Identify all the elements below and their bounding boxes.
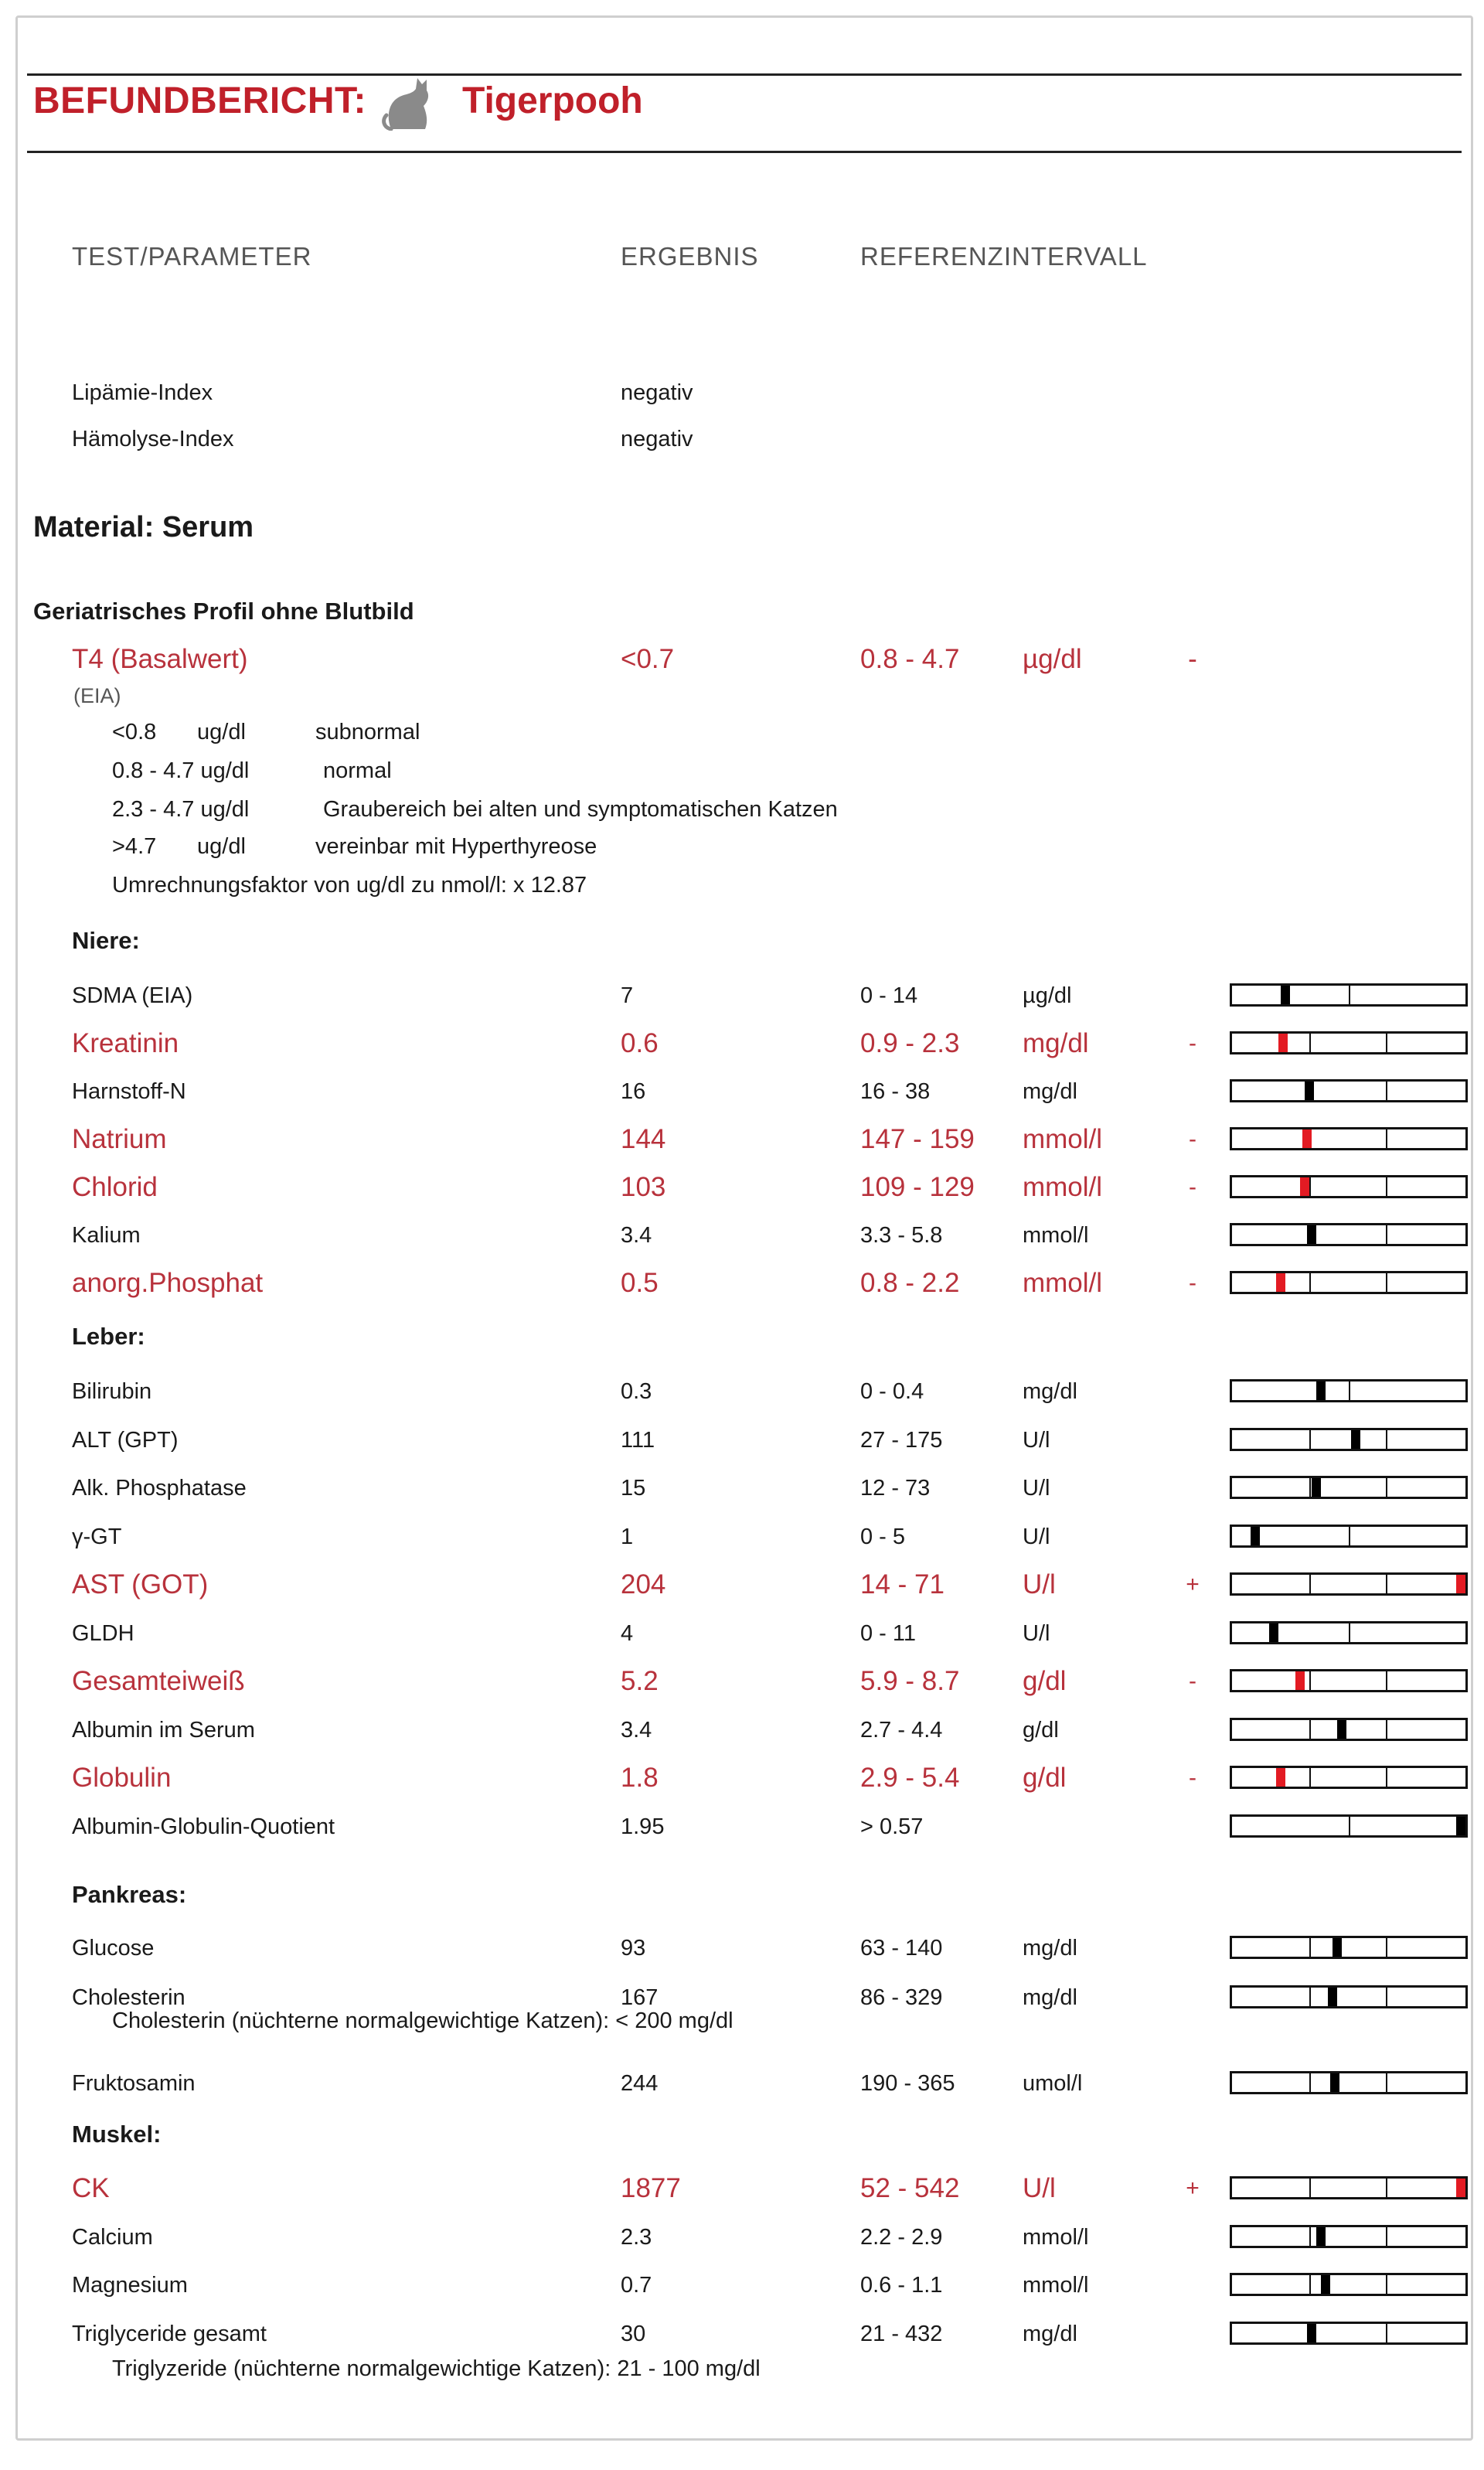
test-unit: mmol/l xyxy=(1023,1124,1103,1154)
test-name: AST (GOT) xyxy=(72,1569,209,1600)
test-result: 111 xyxy=(621,1427,655,1453)
test-result: 0.6 xyxy=(621,1028,659,1058)
section-heading-niere: Niere: xyxy=(72,927,140,954)
reference-range-bar xyxy=(1230,2273,1468,2296)
result-marker xyxy=(1337,1720,1346,1739)
range-boundary-tick xyxy=(1386,2275,1387,2294)
result-marker xyxy=(1456,2179,1465,2197)
test-reference: 0.8 - 2.2 xyxy=(860,1268,960,1298)
test-result: 1877 xyxy=(621,2173,681,2203)
t4-note-value: 2.3 - 4.7 ug/dl xyxy=(112,797,250,822)
range-boundary-tick xyxy=(1386,2073,1387,2092)
test-unit: g/dl xyxy=(1023,1717,1059,1743)
range-boundary-tick xyxy=(1309,1720,1311,1739)
range-boundary-tick xyxy=(1386,1720,1387,1739)
test-name: ALT (GPT) xyxy=(72,1427,179,1453)
test-result: 244 xyxy=(621,2071,659,2096)
column-header-reference: REFERENZINTERVALL xyxy=(860,242,1148,271)
range-boundary-tick xyxy=(1386,1988,1387,2006)
test-result: <0.7 xyxy=(621,644,675,674)
range-boundary-tick xyxy=(1386,1129,1387,1148)
test-name: Natrium xyxy=(72,1124,167,1154)
test-flag: - xyxy=(1189,1174,1196,1200)
range-boundary-tick xyxy=(1309,2179,1311,2197)
test-row xyxy=(18,973,1471,1019)
test-row xyxy=(18,2060,1471,2107)
test-unit: U/l xyxy=(1023,1476,1050,1501)
test-name: GLDH xyxy=(72,1620,134,1646)
result-marker xyxy=(1307,1225,1316,1244)
test-flag xyxy=(1181,1925,1204,1971)
range-boundary-tick xyxy=(1309,1938,1311,1957)
t4-note-text: Graubereich bei alten und symptomatischen Katzen xyxy=(323,797,838,822)
test-name: Albumin im Serum xyxy=(72,1717,255,1743)
result-marker xyxy=(1295,1671,1305,1690)
column-header-test: TEST/PARAMETER xyxy=(72,242,312,271)
test-unit: g/dl xyxy=(1023,1666,1067,1696)
test-unit: mg/dl xyxy=(1023,1936,1077,1961)
range-boundary-tick xyxy=(1386,1034,1387,1052)
result-marker xyxy=(1333,1938,1342,1957)
t4-conversion-note: Umrechnungsfaktor von ug/dl zu nmol/l: x 12.87 xyxy=(112,873,587,898)
test-flag: - xyxy=(1189,1765,1196,1790)
test-result: 5.2 xyxy=(621,1666,659,1696)
range-boundary-tick xyxy=(1309,2073,1311,2092)
test-result: negativ xyxy=(621,380,693,405)
test-name: Globulin xyxy=(72,1763,172,1793)
result-marker xyxy=(1456,1817,1465,1835)
range-boundary-tick xyxy=(1386,1273,1387,1292)
t4-note-text: normal xyxy=(323,758,392,783)
test-name: Glucose xyxy=(72,1936,155,1961)
result-marker xyxy=(1302,1129,1312,1148)
test-reference: 0 - 5 xyxy=(860,1524,906,1549)
cholesterol-note: Cholesterin (nüchterne normalgewichtige Katzen): < 200 mg/dl xyxy=(112,2008,733,2033)
test-row xyxy=(18,1368,1471,1415)
test-reference: 63 - 140 xyxy=(860,1936,943,1961)
range-boundary-tick xyxy=(1386,1478,1387,1497)
reference-range-bar xyxy=(1230,1525,1468,1548)
test-name: SDMA (EIA) xyxy=(72,983,193,1008)
result-marker xyxy=(1269,1623,1278,1642)
test-flag xyxy=(1181,1974,1204,2021)
column-header-result: ERGEBNIS xyxy=(621,242,759,271)
test-flag xyxy=(1181,1707,1204,1753)
test-reference: 109 - 129 xyxy=(860,1172,975,1202)
test-result: 204 xyxy=(621,1569,666,1600)
test-reference: 0 - 14 xyxy=(860,983,918,1008)
reference-range-bar xyxy=(1230,1079,1468,1102)
test-name: Cholesterin xyxy=(72,1985,186,2010)
test-unit: mg/dl xyxy=(1023,2321,1077,2346)
test-flag xyxy=(1181,2262,1204,2308)
test-result: 103 xyxy=(621,1172,666,1202)
reference-range-bar xyxy=(1230,983,1468,1007)
reference-range-bar xyxy=(1230,1428,1468,1451)
report-header xyxy=(33,66,643,135)
t4-note-unit: ug/dl xyxy=(197,720,246,744)
range-boundary-tick xyxy=(1309,1575,1311,1593)
test-result: 3.4 xyxy=(621,1223,652,1248)
range-boundary-tick xyxy=(1386,1768,1387,1787)
test-reference: 21 - 432 xyxy=(860,2321,943,2346)
test-name: Triglyceride gesamt xyxy=(72,2321,267,2346)
test-reference: 14 - 71 xyxy=(860,1569,945,1600)
test-result: 167 xyxy=(621,1985,659,2010)
test-reference: 2.9 - 5.4 xyxy=(860,1763,960,1793)
test-row xyxy=(18,1707,1471,1753)
result-marker xyxy=(1305,1082,1314,1100)
test-unit: mmol/l xyxy=(1023,2224,1089,2250)
test-result: 1 xyxy=(621,1524,634,1549)
test-result: 93 xyxy=(621,1936,646,1961)
reference-range-bar xyxy=(1230,1985,1468,2008)
test-result: 0.5 xyxy=(621,1268,659,1298)
test-name: Lipämie-Index xyxy=(72,380,213,405)
test-unit: U/l xyxy=(1023,2173,1056,2203)
reference-range-bar xyxy=(1230,1476,1468,1499)
result-marker xyxy=(1316,2227,1326,2246)
test-flag: - xyxy=(1189,1668,1196,1694)
test-unit: µg/dl xyxy=(1023,983,1072,1008)
range-boundary-tick xyxy=(1309,1478,1311,1497)
range-boundary-tick xyxy=(1309,1768,1311,1787)
test-reference: 2.2 - 2.9 xyxy=(860,2224,943,2250)
test-name: T4 (Basalwert) xyxy=(72,644,248,674)
test-row xyxy=(18,1804,1471,1850)
test-reference: 0.8 - 4.7 xyxy=(860,644,960,674)
test-row xyxy=(18,1417,1471,1463)
range-boundary-tick xyxy=(1386,1938,1387,1957)
range-boundary-tick xyxy=(1309,1034,1311,1052)
reference-range-bar xyxy=(1230,1379,1468,1402)
test-reference: 3.3 - 5.8 xyxy=(860,1223,943,1248)
range-boundary-tick xyxy=(1386,1671,1387,1690)
test-name: Magnesium xyxy=(72,2273,188,2298)
cat-icon xyxy=(380,70,445,131)
test-row xyxy=(18,1562,1471,1608)
material-heading: Material: Serum xyxy=(33,511,254,543)
test-unit: U/l xyxy=(1023,1524,1050,1549)
test-unit: mg/dl xyxy=(1023,1079,1077,1104)
test-name: anorg.Phosphat xyxy=(72,1268,264,1298)
test-reference: 0 - 0.4 xyxy=(860,1379,924,1404)
test-name: CK xyxy=(72,2173,110,2203)
reference-range-bar xyxy=(1230,1621,1468,1644)
result-marker xyxy=(1251,1527,1260,1545)
test-row xyxy=(18,1164,1471,1211)
range-boundary-tick xyxy=(1349,1381,1350,1400)
test-name: Albumin-Globulin-Quotient xyxy=(72,1814,335,1839)
test-flag: + xyxy=(1186,2175,1200,2201)
result-marker xyxy=(1316,1381,1326,1400)
test-unit: µg/dl xyxy=(1023,644,1082,674)
test-row xyxy=(18,2214,1471,2260)
test-name: Alk. Phosphatase xyxy=(72,1476,247,1501)
test-reference: 16 - 38 xyxy=(860,1079,931,1104)
reference-range-bar xyxy=(1230,2071,1468,2094)
lipaemia-index-row xyxy=(18,370,1471,416)
reference-range-bar xyxy=(1230,1936,1468,1959)
result-marker xyxy=(1276,1273,1285,1292)
test-result: 1.95 xyxy=(621,1814,665,1839)
test-unit: mmol/l xyxy=(1023,1268,1103,1298)
reference-range-bar xyxy=(1230,1223,1468,1246)
test-reference: 12 - 73 xyxy=(860,1476,931,1501)
test-unit: mmol/l xyxy=(1023,2273,1089,2298)
test-unit: U/l xyxy=(1023,1569,1056,1600)
section-heading-muskel: Muskel: xyxy=(72,2121,162,2148)
reference-range-bar xyxy=(1230,1175,1468,1198)
test-result: 30 xyxy=(621,2321,646,2346)
test-result: 0.3 xyxy=(621,1379,652,1404)
test-name: Gesamteiweiß xyxy=(72,1666,245,1696)
result-marker xyxy=(1276,1768,1285,1787)
test-flag xyxy=(1181,1514,1204,1560)
patient-name: Tigerpooh xyxy=(461,80,643,121)
test-flag xyxy=(1181,973,1204,1019)
reference-range-bar xyxy=(1230,2225,1468,2248)
test-row xyxy=(18,1116,1471,1163)
range-boundary-tick xyxy=(1386,1082,1387,1100)
test-flag: + xyxy=(1186,1572,1200,1597)
range-boundary-tick xyxy=(1309,1671,1311,1690)
test-result: 0.7 xyxy=(621,2273,652,2298)
test-unit: U/l xyxy=(1023,1427,1050,1453)
test-row xyxy=(18,1925,1471,1971)
test-reference: 0 - 11 xyxy=(860,1620,917,1646)
test-result: 2.3 xyxy=(621,2224,652,2250)
result-marker xyxy=(1328,1988,1337,2006)
range-boundary-tick xyxy=(1309,1430,1311,1449)
reference-range-bar xyxy=(1230,1814,1468,1838)
test-name: Chlorid xyxy=(72,1172,158,1202)
range-boundary-tick xyxy=(1386,2227,1387,2246)
test-result: 16 xyxy=(621,1079,646,1104)
test-flag xyxy=(1181,2311,1204,2357)
t4-note-value: >4.7 xyxy=(112,834,157,859)
range-boundary-tick xyxy=(1309,1177,1311,1196)
test-flag xyxy=(1181,1212,1204,1259)
test-row xyxy=(18,1658,1471,1705)
range-boundary-tick xyxy=(1349,1527,1350,1545)
test-result: 1.8 xyxy=(621,1763,659,1793)
test-reference: 2.7 - 4.4 xyxy=(860,1717,943,1743)
test-result: 7 xyxy=(621,983,634,1008)
test-result: 3.4 xyxy=(621,1717,652,1743)
range-boundary-tick xyxy=(1386,1430,1387,1449)
triglyceride-note: Triglyzeride (nüchterne normalgewichtige Katzen): 21 - 100 mg/dl xyxy=(112,2356,761,2381)
test-name: γ-GT xyxy=(72,1524,122,1549)
reference-range-bar xyxy=(1230,1271,1468,1294)
reference-range-bar xyxy=(1230,1127,1468,1150)
test-row xyxy=(18,2262,1471,2308)
test-name: Bilirubin xyxy=(72,1379,152,1404)
result-marker xyxy=(1330,2073,1339,2092)
test-unit: U/l xyxy=(1023,1620,1050,1646)
range-boundary-tick xyxy=(1349,1623,1350,1642)
test-unit: mg/dl xyxy=(1023,1985,1077,2010)
result-marker xyxy=(1312,1478,1321,1497)
test-flag xyxy=(1181,1465,1204,1511)
test-row xyxy=(18,1610,1471,1657)
report-title: BEFUNDBERICHT: xyxy=(33,80,366,121)
reference-range-bar xyxy=(1230,1669,1468,1692)
range-boundary-tick xyxy=(1386,1575,1387,1593)
result-marker xyxy=(1351,1430,1360,1449)
test-unit: mg/dl xyxy=(1023,1379,1077,1404)
range-boundary-tick xyxy=(1386,2324,1387,2342)
test-reference: 0.9 - 2.3 xyxy=(860,1028,960,1058)
result-marker xyxy=(1307,2324,1316,2342)
reference-range-bar xyxy=(1230,1766,1468,1789)
test-name: Calcium xyxy=(72,2224,153,2250)
t4-row xyxy=(18,636,1471,683)
t4-note-unit: ug/dl xyxy=(197,834,246,859)
test-unit: mmol/l xyxy=(1023,1172,1103,1202)
test-flag xyxy=(1181,1610,1204,1657)
test-flag xyxy=(1181,1368,1204,1415)
haemolysis-index-row xyxy=(18,416,1471,462)
t4-note-value: <0.8 xyxy=(112,720,157,744)
test-flag xyxy=(1181,2060,1204,2107)
test-row xyxy=(18,1755,1471,1801)
range-boundary-tick xyxy=(1349,1817,1350,1835)
reference-range-bar xyxy=(1230,1031,1468,1054)
range-boundary-tick xyxy=(1309,2227,1311,2246)
test-reference: 52 - 542 xyxy=(860,2173,960,2203)
test-row xyxy=(18,1020,1471,1067)
test-flag xyxy=(1181,1417,1204,1463)
range-boundary-tick xyxy=(1309,2275,1311,2294)
result-marker xyxy=(1456,1575,1465,1593)
t4-note-value: 0.8 - 4.7 ug/dl xyxy=(112,758,250,783)
range-boundary-tick xyxy=(1349,986,1350,1004)
report-page xyxy=(15,15,1473,2441)
range-boundary-tick xyxy=(1386,2179,1387,2197)
test-row xyxy=(18,1212,1471,1259)
range-boundary-tick xyxy=(1386,1177,1387,1196)
test-name: Kreatinin xyxy=(72,1028,179,1058)
t4-note-text: subnormal xyxy=(315,720,420,744)
section-heading-pankreas: Pankreas: xyxy=(72,1881,187,1908)
t4-note-text: vereinbar mit Hyperthyreose xyxy=(315,834,597,859)
profile-heading: Geriatrisches Profil ohne Blutbild xyxy=(33,598,414,625)
test-unit: umol/l xyxy=(1023,2071,1083,2096)
test-row xyxy=(18,1514,1471,1560)
test-flag: - xyxy=(1189,1126,1196,1152)
test-row xyxy=(18,1260,1471,1307)
test-row xyxy=(18,1465,1471,1511)
test-reference: 0.6 - 1.1 xyxy=(860,2273,943,2298)
test-name: Harnstoff-N xyxy=(72,1079,186,1104)
test-flag xyxy=(1181,2214,1204,2260)
test-flag xyxy=(1181,1804,1204,1850)
test-result: 144 xyxy=(621,1124,666,1154)
result-marker xyxy=(1300,1177,1309,1196)
test-name: Kalium xyxy=(72,1223,141,1248)
reference-range-bar xyxy=(1230,1572,1468,1596)
result-marker xyxy=(1278,1034,1288,1052)
test-name: Hämolyse-Index xyxy=(72,427,234,451)
reference-range-bar xyxy=(1230,2176,1468,2199)
test-reference: 147 - 159 xyxy=(860,1124,975,1154)
section-heading-leber: Leber: xyxy=(72,1323,145,1350)
test-flag: - xyxy=(1188,644,1197,674)
test-row xyxy=(18,2165,1471,2212)
test-reference: 86 - 329 xyxy=(860,1985,943,2010)
reference-range-bar xyxy=(1230,1718,1468,1741)
test-name: Fruktosamin xyxy=(72,2071,196,2096)
test-unit: g/dl xyxy=(1023,1763,1067,1793)
test-result: 15 xyxy=(621,1476,646,1501)
test-reference: 190 - 365 xyxy=(860,2071,955,2096)
t4-method: (EIA) xyxy=(73,684,121,707)
range-boundary-tick xyxy=(1309,1988,1311,2006)
reference-range-bar xyxy=(1230,2322,1468,2345)
test-reference: 27 - 175 xyxy=(860,1427,943,1453)
header-bottom-rule xyxy=(27,151,1462,153)
test-flag: - xyxy=(1189,1031,1196,1056)
range-boundary-tick xyxy=(1309,1273,1311,1292)
test-result: negativ xyxy=(621,427,693,451)
test-row xyxy=(18,1068,1471,1115)
test-reference: > 0.57 xyxy=(860,1814,924,1839)
test-unit: mg/dl xyxy=(1023,1028,1089,1058)
test-flag: - xyxy=(1189,1270,1196,1296)
result-marker xyxy=(1321,2275,1330,2294)
result-marker xyxy=(1281,986,1290,1004)
range-boundary-tick xyxy=(1386,1225,1387,1244)
test-reference: 5.9 - 8.7 xyxy=(860,1666,960,1696)
test-unit: mmol/l xyxy=(1023,1223,1089,1248)
test-result: 4 xyxy=(621,1620,634,1646)
test-flag xyxy=(1181,1068,1204,1115)
test-row xyxy=(18,2311,1471,2357)
